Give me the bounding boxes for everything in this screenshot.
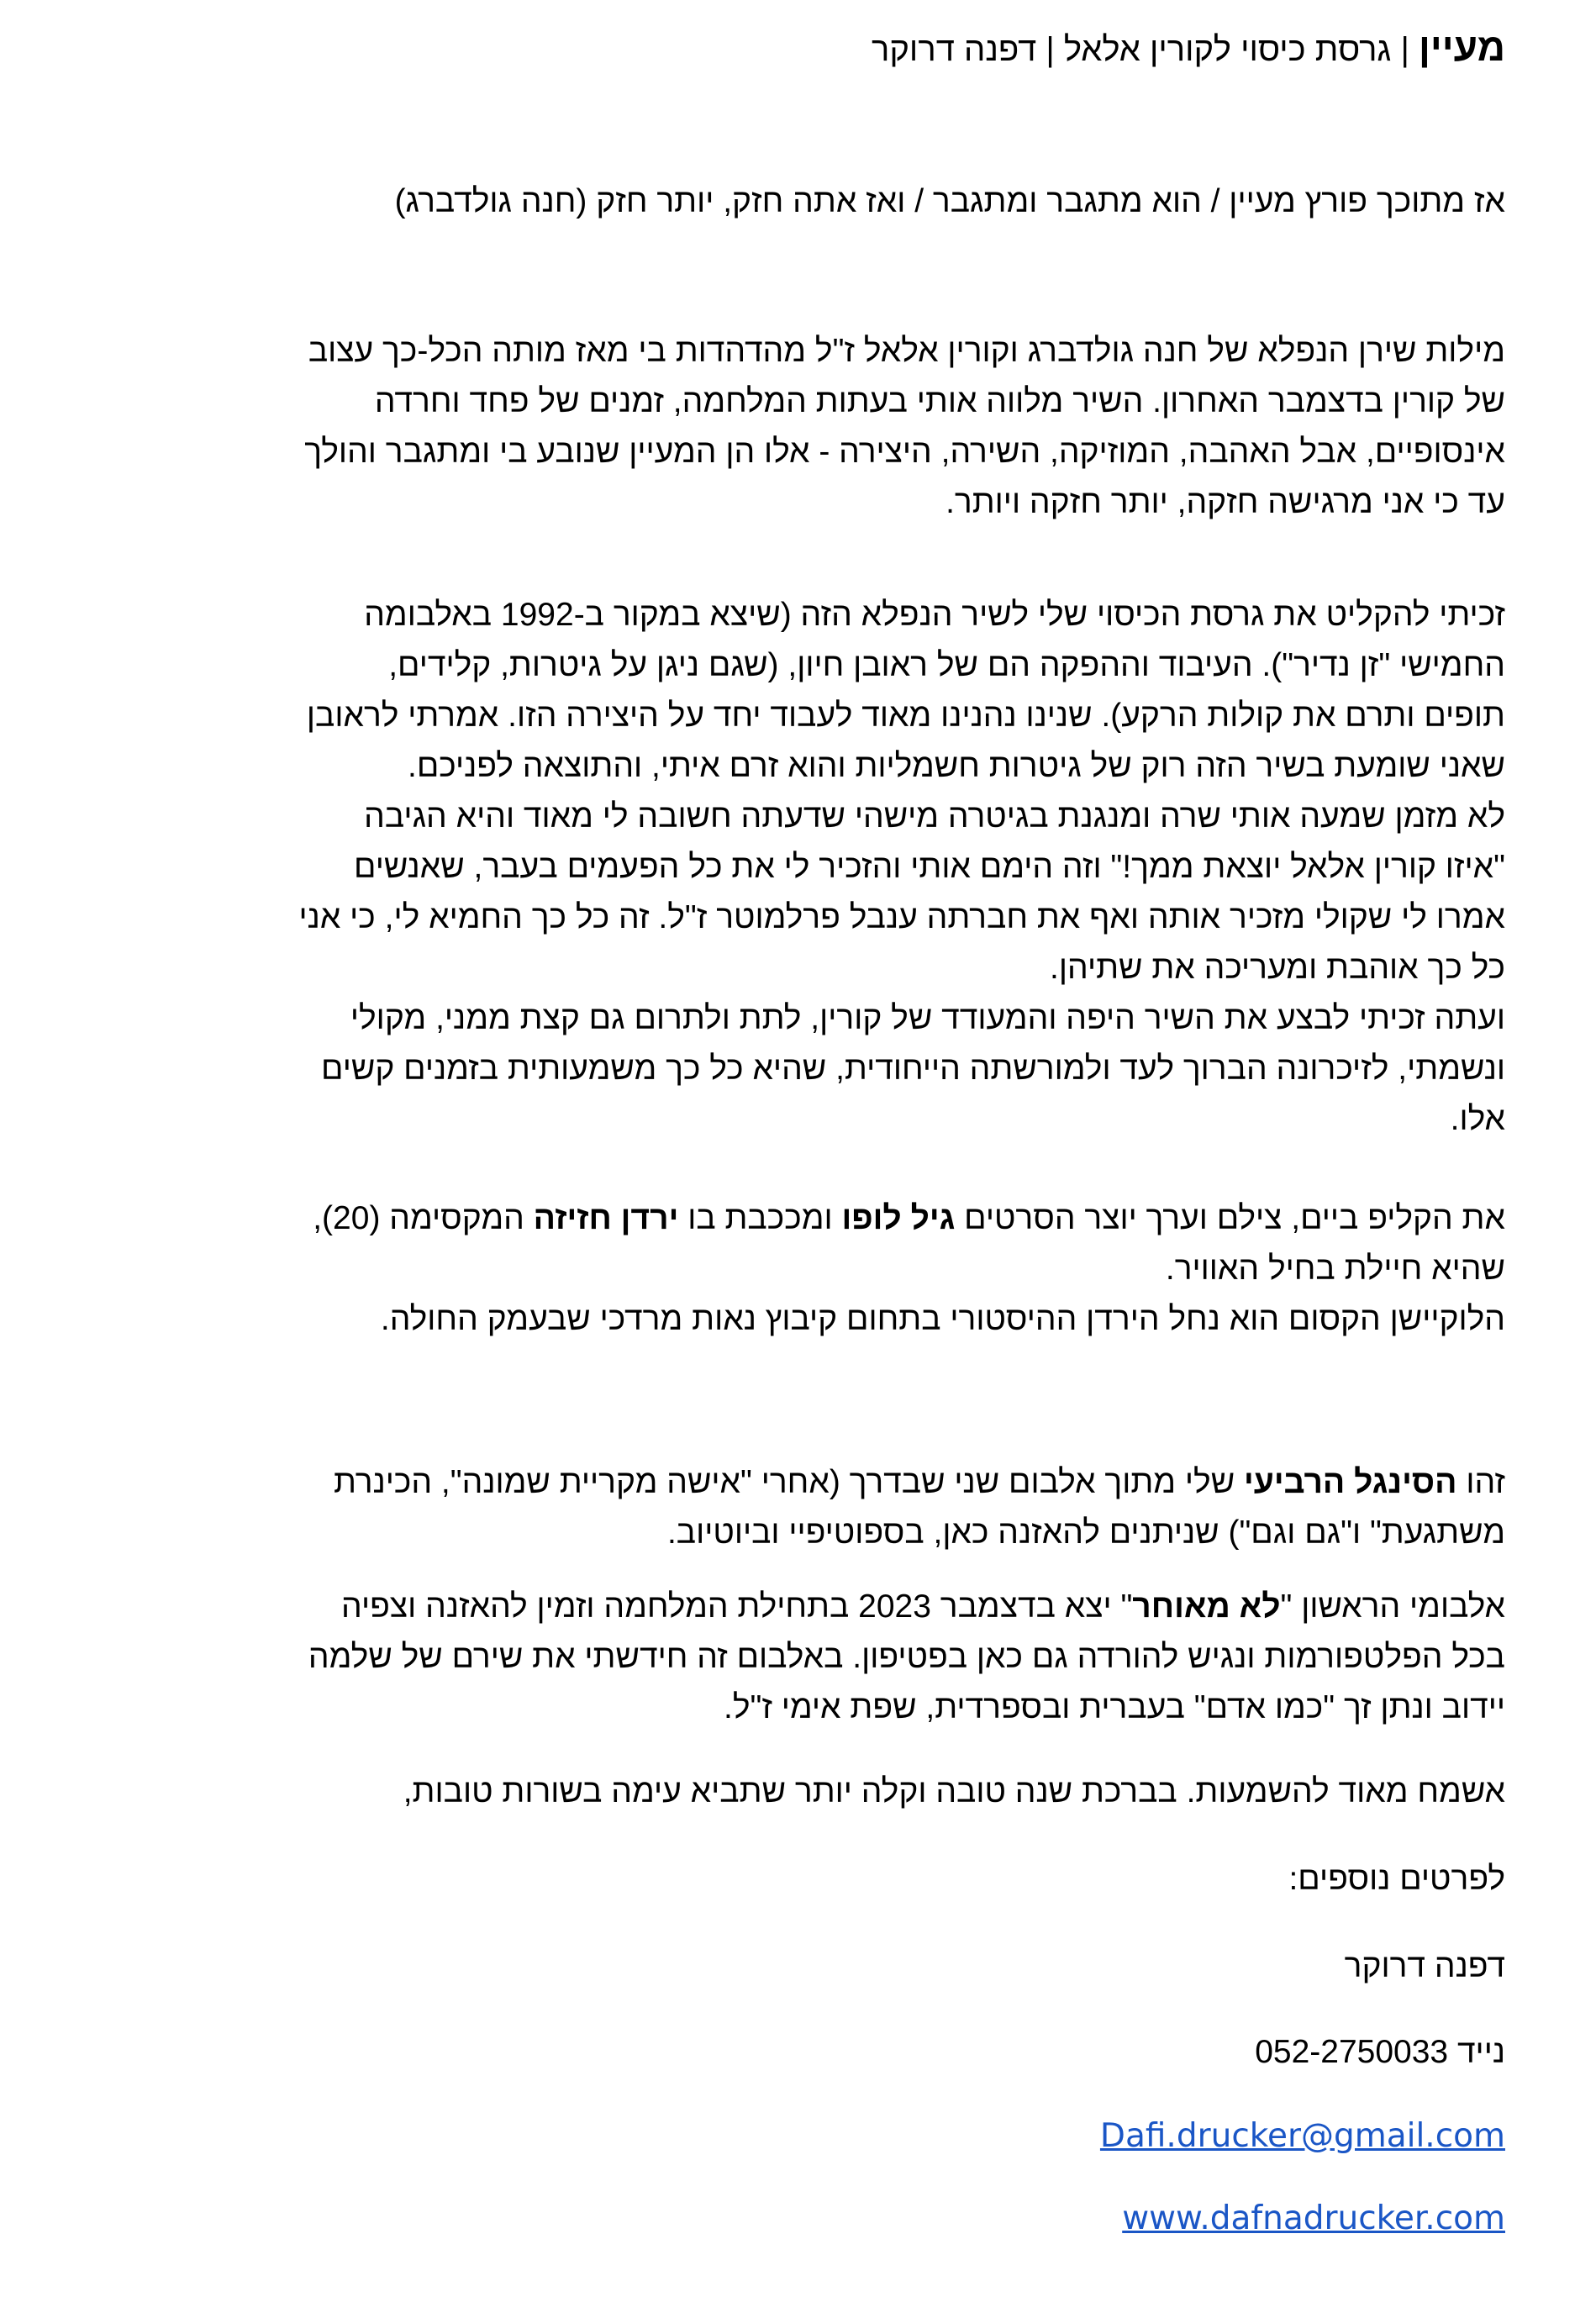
single-highlight: הסינגל הרביעי — [1244, 1464, 1457, 1500]
header-subtitle: גרסת כיסוי לקורין אלאל — [1063, 31, 1392, 68]
recording-paragraph — [76, 590, 1505, 1145]
header-separator: | — [1391, 31, 1419, 68]
album-paragraph — [76, 1582, 1505, 1733]
header-author: דפנה דרוקר — [871, 31, 1037, 68]
paragraph-line: שאני שומעת בשיר הזה רוק של גיטרות חשמליות והוא זרם איתי, והתוצאה לפניכם. — [408, 748, 1505, 784]
paragraph-line — [76, 1457, 1505, 1508]
clip-paragraph — [76, 1193, 1505, 1345]
paragraph-line: תופים ותרם את קולות הרקע). שנינו נהנינו מאוד לעבוד יחד על היצירה הזו. אמרתי לראובן — [306, 698, 1505, 734]
paragraph-line: יידוב ונתן זך "כמו אדם" בעברית ובספרדית, שפת אימי ז"ל. — [723, 1689, 1505, 1725]
paragraph-line: כל כך אוהבת ומעריכה את שתיהן. — [1050, 950, 1505, 986]
paragraph-line: בכל הפלטפורמות ונגיש להורדה גם כאן בפטיפון. באלבום זה חידשתי את שירם של שלמה — [308, 1639, 1505, 1675]
album-text: " יצא בדצמבר 2023 בתחילת המלחמה וזמין להאזנה וצפיה — [341, 1588, 1133, 1625]
email-link[interactable]: Dafi.drucker@gmail.com — [1099, 2117, 1505, 2155]
paragraph-line: שהיא חיילת בחיל האוויר. — [1165, 1251, 1505, 1287]
paragraph-line: לא מזמן שמעה אותי שרה ומנגנת בגיטרה מישהי שדעתה חשובה לי מאוד והיא הגיבה — [364, 798, 1505, 835]
closing-line: אשמח מאוד להשמעות. בברכת שנה טובה וקלה יותר שתביא עימה בשורות טובות, — [403, 1773, 1505, 1810]
paragraph-line: מילות שירן הנפלא של חנה גולדברג וקורין אלאל ז"ל מהדהדות בי מאז מותה הכל-כך עצוב — [308, 333, 1505, 369]
document-header — [872, 24, 1505, 73]
phone-number: 052-2750033 — [1255, 2034, 1449, 2070]
contact-name: דפנה דרוקר — [1344, 1948, 1505, 1984]
album-title: לא מאוחר — [1132, 1588, 1281, 1625]
clip-text: המקסימה (20), — [313, 1200, 534, 1236]
paragraph-line: של קורין בדצמבר האחרון. השיר מלווה אותי בעתות המלחמה, זמנים של פחד וחרדה — [374, 383, 1505, 419]
single-text: שלי מתוך אלבום שני שבדרך (אחרי "אישה מקריית שמונה", הכינרת — [333, 1464, 1244, 1500]
paragraph-line: אמרו לי שקולי מזכיר אותה ואף את חברתה ענבל פרלמוטר ז"ל. זה כל כך החמיא לי, כי אני — [298, 899, 1505, 935]
phone-label: נייד — [1448, 2034, 1505, 2070]
paragraph-line: משתגעת" ו"גם וגם") שניתנים להאזנה כאן, בספוטיפיי וביוטיוב. — [666, 1515, 1505, 1551]
paragraph-line: החמישי "זן נדיר"). העיבוד וההפקה הם של ראובן חיון, (שגם ניגן על גיטרות, קלידים, — [388, 647, 1505, 683]
paragraph-line — [76, 1582, 1505, 1632]
header-separator: | — [1036, 31, 1064, 68]
paragraph-line: אינסופיים, אבל האהבה, המוזיקה, השירה, היצירה - אלו הן המעיין שנובע בי ומתגבר והולך — [304, 434, 1505, 470]
paragraph-line: הלוקיישן הקסום הוא נחל הירדן ההיסטורי בתחום קיבוץ נאות מרדכי שבעמק החולה. — [380, 1301, 1505, 1337]
star-name: ירדן חזיזה — [533, 1200, 679, 1236]
single-paragraph — [76, 1457, 1505, 1558]
intro-paragraph — [76, 326, 1505, 528]
contact-website-row — [1122, 2195, 1505, 2242]
clip-text: את הקליפ ביים, צילם וערך יוצר הסרטים — [955, 1200, 1505, 1236]
song-title: מעיין — [1418, 25, 1505, 69]
paragraph-line: עד כי אני מרגישה חזקה, יותר חזקה ויותר. — [945, 484, 1505, 520]
paragraph-line — [76, 1193, 1505, 1244]
single-text: זהו — [1456, 1464, 1505, 1500]
paragraph-line: ועתה זכיתי לבצע את השיר היפה והמעודד של קורין, לתת ולתרום גם קצת ממני, מקולי — [350, 1000, 1505, 1036]
song-quote: אז מתוכך פורץ מעיין / הוא מתגבר ומתגבר / ואז אתה חזק, יותר חזק (חנה גולדברג) — [394, 183, 1505, 219]
clip-text: ומככבת בו — [678, 1200, 842, 1236]
paragraph-line: ונשמתי, לזיכרונה הברוך לעד ולמורשתה הייחודית, שהיא כל כך משמעותית בזמנים קשים — [321, 1051, 1505, 1087]
contact-phone — [1255, 2029, 1505, 2076]
website-link[interactable]: www.dafnadrucker.com — [1122, 2199, 1505, 2237]
album-text: אלבומי הראשון " — [1280, 1588, 1505, 1625]
contact-email-row — [1100, 2113, 1505, 2160]
paragraph-line: אלו. — [1450, 1101, 1505, 1137]
paragraph-line: זכיתי להקליט את גרסת הכיסוי שלי לשיר הנפלא הזה (שיצא במקור ב-1992 באלבומה — [364, 597, 1505, 633]
director-name: גיל לופו — [841, 1200, 956, 1236]
contact-label: לפרטים נוספים: — [1288, 1861, 1505, 1897]
paragraph-line: "איזו קורין אלאל יוצאת ממך!" וזה הימם אותי והזכיר לי את כל הפעמים בעבר, שאנשים — [354, 849, 1505, 885]
